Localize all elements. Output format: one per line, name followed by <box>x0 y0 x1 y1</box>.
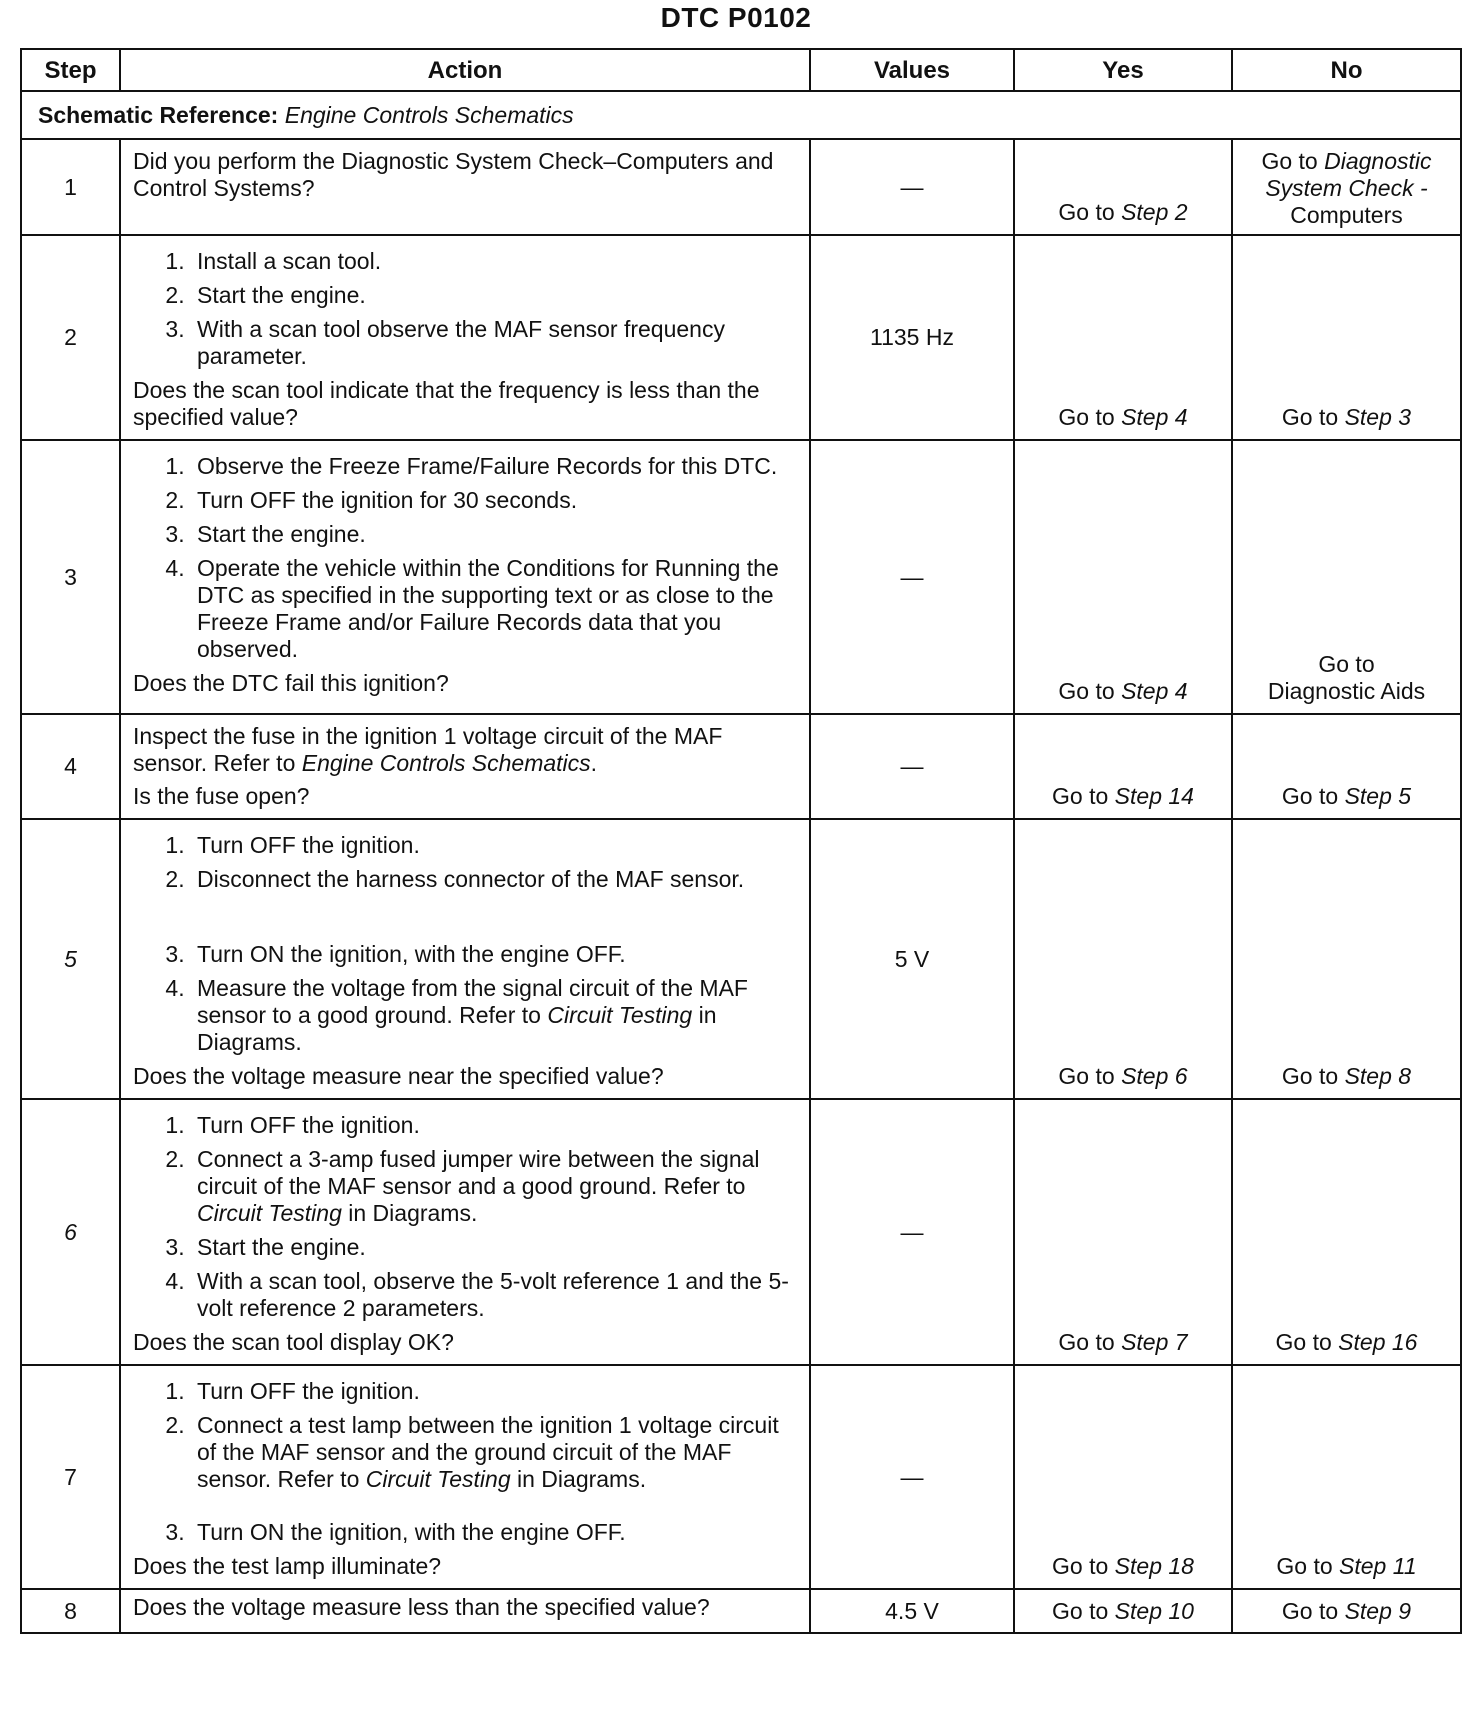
action-list <box>133 248 799 370</box>
table-row <box>21 440 1461 714</box>
value-cell: — <box>810 139 1014 235</box>
no-cell <box>1232 1099 1461 1365</box>
no-link[interactable]: Diagnostic Aids <box>1267 678 1426 704</box>
step-number-text: 6 <box>64 1218 77 1245</box>
goto-label: Go to <box>1058 404 1115 430</box>
no-cell <box>1232 1365 1461 1589</box>
circuit-testing-link[interactable]: Circuit Testing <box>197 1200 342 1226</box>
table-row <box>21 714 1461 819</box>
list-item <box>191 1412 799 1493</box>
no-link[interactable]: Step 9 <box>1344 1597 1412 1624</box>
yes-link[interactable]: Step 7 <box>1121 1329 1188 1355</box>
no-cell <box>1232 1589 1461 1633</box>
schematic-reference-row <box>21 91 1461 139</box>
goto-label: Go to <box>1058 678 1115 704</box>
list-item: 1. Install a scan tool. <box>191 248 799 275</box>
yes-cell <box>1014 1099 1232 1365</box>
step-number: 2 <box>21 235 120 440</box>
page-title: DTC P0102 <box>660 2 812 33</box>
action-list <box>133 832 799 1056</box>
list-item-text: in Diagrams. <box>348 1200 478 1226</box>
no-link[interactable]: Step 11 <box>1339 1553 1417 1579</box>
list-item-text: Connect a test lamp between the ignition 1 voltage circuit of the MAF sensor and the ground circuit of the MAF sensor. Refer to <box>197 1412 779 1492</box>
action-cell <box>120 235 810 440</box>
header-row <box>21 49 1461 91</box>
goto-label: Go to <box>1281 783 1339 809</box>
yes-link[interactable]: Step 18 <box>1114 1553 1194 1579</box>
list-item: 2. Start the engine. <box>191 282 799 309</box>
yes-cell <box>1014 714 1232 819</box>
no-link[interactable]: Step 8 <box>1344 1063 1412 1089</box>
table-row <box>21 1589 1461 1633</box>
step-number <box>21 819 120 1099</box>
list-item: 3. Start the engine. <box>191 521 799 548</box>
yes-cell <box>1014 235 1232 440</box>
value-cell: 1135 Hz <box>810 235 1014 440</box>
action-list <box>133 453 799 663</box>
question: Does the scan tool display OK? <box>133 1329 454 1355</box>
value-cell: 5 V <box>810 819 1014 1099</box>
question: Did you perform the Diagnostic System Check–Computers and Control Systems? <box>133 148 774 201</box>
header-yes: Yes <box>1014 49 1232 91</box>
goto-label: Go to <box>1058 199 1115 225</box>
list-item: 3. With a scan tool observe the MAF sensor frequency parameter. <box>191 316 799 370</box>
goto-label: Go to <box>1281 1063 1339 1089</box>
yes-cell <box>1014 1589 1232 1633</box>
goto-label: Go to <box>1058 1329 1115 1355</box>
no-cell <box>1232 235 1461 440</box>
list-item: 1. Observe the Freeze Frame/Failure Records for this DTC. <box>191 453 799 480</box>
yes-cell <box>1014 1365 1232 1589</box>
no-link[interactable]: Computers <box>1290 202 1403 228</box>
step-number: 4 <box>21 714 120 819</box>
action-list <box>133 1378 799 1546</box>
header-no: No <box>1232 49 1461 91</box>
circuit-testing-link[interactable]: Circuit Testing <box>365 1466 511 1492</box>
table-row <box>21 819 1461 1099</box>
table-row <box>21 1099 1461 1365</box>
action-cell <box>120 1099 810 1365</box>
yes-link[interactable]: Step 6 <box>1121 1063 1188 1089</box>
question: Does the DTC fail this ignition? <box>133 670 449 696</box>
goto-label: Go to <box>1318 651 1375 677</box>
list-item: 3. Turn ON the ignition, with the engine OFF. <box>191 941 799 968</box>
question: Does the voltage measure near the specified value? <box>133 1063 664 1089</box>
question: Is the fuse open? <box>133 783 310 809</box>
no-link[interactable]: Step 16 <box>1338 1329 1418 1355</box>
step-number: 8 <box>21 1589 120 1633</box>
action-cell <box>120 714 810 819</box>
header-action: Action <box>120 49 810 91</box>
list-item: 1. Turn OFF the ignition. <box>191 1378 799 1405</box>
step-number <box>21 1099 120 1365</box>
goto-label: Go to <box>1276 1553 1333 1579</box>
no-link[interactable]: System Check - <box>1265 175 1428 201</box>
circuit-testing-link[interactable]: Circuit Testing <box>547 1002 693 1028</box>
value-cell: — <box>810 1365 1014 1589</box>
yes-link[interactable]: Step 14 <box>1114 783 1194 809</box>
action-cell <box>120 1589 810 1633</box>
header-step: Step <box>21 49 120 91</box>
yes-link[interactable]: Step 10 <box>1114 1597 1194 1624</box>
list-item <box>191 975 799 1056</box>
action-cell <box>120 139 810 235</box>
goto-label: Go to <box>1052 1553 1109 1579</box>
step-number: 3 <box>21 440 120 714</box>
list-item: 3. Start the engine. <box>191 1234 799 1261</box>
list-item <box>191 1146 799 1227</box>
value-cell: — <box>810 440 1014 714</box>
step-number: 1 <box>21 139 120 235</box>
list-item: 2. Disconnect the harness connector of the MAF sensor. <box>191 866 799 893</box>
goto-label: Go to <box>1052 1597 1109 1624</box>
list-item-text: Measure the voltage from the signal circuit of the MAF sensor to a good ground. Refer to <box>197 975 748 1028</box>
no-link[interactable]: Step 3 <box>1344 404 1412 430</box>
yes-link[interactable]: Step 4 <box>1121 678 1188 704</box>
instruction-text: Inspect the fuse in the ignition 1 voltage circuit of the MAF sensor. Refer to <box>133 723 723 776</box>
step-number-text: 5 <box>64 945 77 972</box>
schematic-ref-link[interactable]: Engine Controls Schematics <box>301 750 591 776</box>
schematic-link[interactable]: Engine Controls Schematics <box>284 101 574 128</box>
no-cell <box>1232 139 1461 235</box>
list-item: 1. Turn OFF the ignition. <box>191 832 799 859</box>
no-link[interactable]: Diagnostic <box>1324 148 1432 174</box>
table-row <box>21 235 1461 440</box>
no-cell <box>1232 714 1461 819</box>
action-cell <box>120 819 810 1099</box>
goto-label: Go to <box>1052 783 1109 809</box>
goto-label: Go to <box>1058 1063 1115 1089</box>
list-item: 1. Turn OFF the ignition. <box>191 1112 799 1139</box>
no-link[interactable]: Step 5 <box>1344 783 1412 809</box>
instruction: Inspect the fuse in the ignition 1 voltage circuit of the MAF sensor. Refer to Engine Controls Schematics. <box>133 723 723 776</box>
schematic-label: Schematic Reference: <box>38 101 279 128</box>
goto-label: Go to <box>1281 1597 1339 1624</box>
action-cell <box>120 1365 810 1589</box>
list-item-text: in Diagrams. <box>517 1466 647 1492</box>
value-cell: 4.5 V <box>810 1589 1014 1633</box>
yes-cell <box>1014 139 1232 235</box>
step-number: 7 <box>21 1365 120 1589</box>
action-cell <box>120 440 810 714</box>
goto-label: Go to <box>1281 404 1339 430</box>
list-item-text: Connect a 3-amp fused jumper wire between the signal circuit of the MAF sensor and a good ground. Refer to <box>197 1146 760 1199</box>
yes-cell <box>1014 440 1232 714</box>
table-row <box>21 139 1461 235</box>
no-cell <box>1232 440 1461 714</box>
list-item: 3. Turn ON the ignition, with the engine OFF. <box>191 1519 799 1546</box>
list-item: 2. Turn OFF the ignition for 30 seconds. <box>191 487 799 514</box>
list-item: 4. Operate the vehicle within the Conditions for Running the DTC as specified in the supporting text or as close to the Freeze Frame and/or Failure Records data that you observed. <box>191 555 799 663</box>
no-cell <box>1232 819 1461 1099</box>
header-values: Values <box>810 49 1014 91</box>
action-list <box>133 1112 799 1322</box>
schematic-reference <box>21 91 1461 139</box>
yes-link[interactable]: Step 2 <box>1121 199 1188 225</box>
table-row <box>21 1365 1461 1589</box>
value-cell: — <box>810 1099 1014 1365</box>
question: Does the test lamp illuminate? <box>133 1553 442 1579</box>
yes-cell <box>1014 819 1232 1099</box>
diagnostic-table <box>20 48 1462 1634</box>
goto-label: Go to <box>1261 148 1318 174</box>
value-cell: — <box>810 714 1014 819</box>
yes-link[interactable]: Step 4 <box>1121 404 1188 430</box>
question: Does the voltage measure less than the specified value? <box>133 1594 710 1620</box>
question: Does the scan tool indicate that the frequency is less than the specified value? <box>133 377 760 430</box>
list-item: 4. With a scan tool, observe the 5-volt reference 1 and the 5-volt reference 2 parameters. <box>191 1268 799 1322</box>
goto-label: Go to <box>1275 1329 1332 1355</box>
list-item-text: in Diagrams. <box>197 1002 717 1055</box>
